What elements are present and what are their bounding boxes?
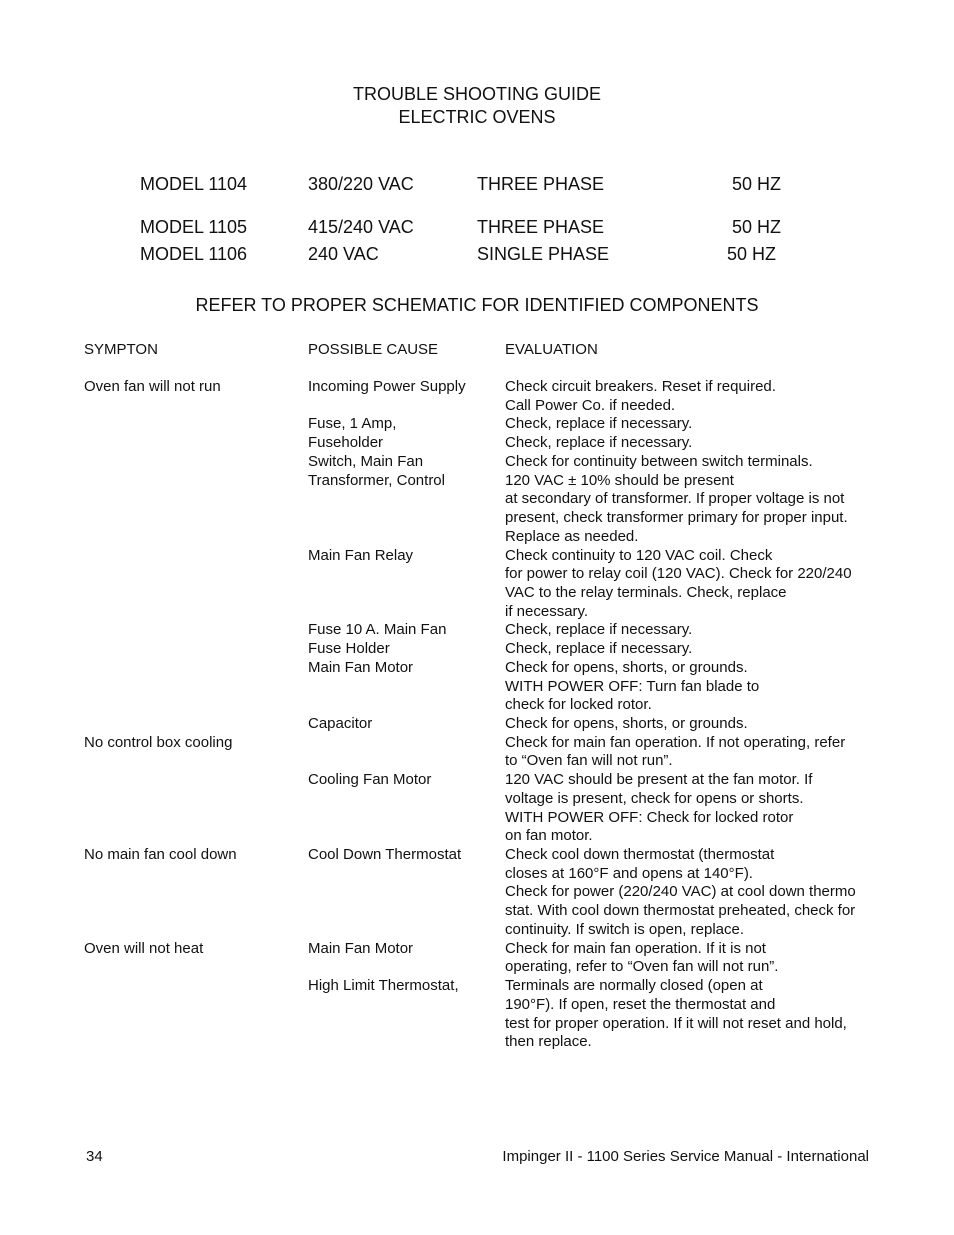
evaluation-cell: operating, refer to “Oven fan will not run”.	[505, 958, 779, 976]
cause-cell: Switch, Main Fan	[308, 452, 424, 470]
cause-cell: Cooling Fan Motor	[308, 771, 432, 789]
model-phase: THREE PHASE	[477, 174, 605, 194]
model-name: MODEL 1105	[140, 217, 248, 237]
evaluation-cell: present, check transformer primary for proper input.	[505, 509, 848, 526]
evaluation-cell: Check continuity to 120 VAC coil. Check	[505, 546, 773, 564]
model-frequency: 50 HZ	[727, 244, 777, 264]
evaluation-cell: Check, replace if necessary.	[505, 415, 693, 433]
cause-cell: High Limit Thermostat,	[308, 977, 459, 994]
model-voltage: 415/240 VAC	[308, 217, 414, 237]
manual-title: Impinger II - 1100 Series Service Manual - International	[502, 1148, 869, 1165]
evaluation-cell: VAC to the relay terminals. Check, replace	[505, 583, 787, 601]
cause-cell: Main Fan Motor	[308, 939, 414, 957]
evaluation-cell: Check, replace if necessary.	[505, 434, 693, 452]
page-title: TROUBLE SHOOTING GUIDE	[352, 84, 602, 104]
evaluation-cell: check for locked rotor.	[505, 696, 652, 714]
evaluation-cell: Check, replace if necessary.	[505, 621, 693, 639]
cause-cell: Fuse Holder	[308, 640, 390, 658]
evaluation-cell: Check for main fan operation. If it is not	[505, 939, 766, 957]
model-voltage: 240 VAC	[308, 244, 379, 264]
cause-cell: Fuseholder	[308, 434, 384, 452]
evaluation-cell: Terminals are normally closed (open at	[505, 977, 763, 994]
model-name: MODEL 1104	[140, 174, 248, 194]
evaluation-cell: closes at 160°F and opens at 140°F).	[505, 864, 753, 882]
evaluation-column-header: EVALUATION	[505, 341, 598, 358]
evaluation-cell: Call Power Co. if needed.	[505, 396, 676, 414]
evaluation-cell: then replace.	[505, 1033, 592, 1051]
model-phase: THREE PHASE	[477, 217, 605, 237]
schematic-note: REFER TO PROPER SCHEMATIC FOR IDENTIFIED COMPONENTS	[195, 295, 759, 315]
evaluation-cell: 120 VAC ± 10% should be present	[505, 471, 734, 489]
evaluation-cell: 120 VAC should be present at the fan motor. If	[505, 771, 813, 789]
cause-cell: Main Fan Motor	[308, 658, 414, 676]
evaluation-cell: continuity. If switch is open, replace.	[505, 920, 745, 938]
symptom-cell: No main fan cool down	[84, 846, 237, 863]
symptom-column-header: SYMPTON	[84, 341, 158, 358]
evaluation-cell: Check for continuity between switch terminals.	[505, 452, 813, 470]
page-number: 34	[86, 1148, 103, 1165]
symptom-cell: Oven fan will not run	[84, 378, 221, 395]
cause-cell: Cool Down Thermostat	[308, 846, 462, 863]
cause-cell: Incoming Power Supply	[308, 378, 466, 395]
model-phase: SINGLE PHASE	[477, 244, 610, 264]
evaluation-cell: Check for opens, shorts, or grounds.	[505, 715, 748, 732]
evaluation-cell: stat. With cool down thermostat preheated, check for	[505, 902, 856, 920]
cause-cell: Transformer, Control	[308, 471, 445, 489]
page-subtitle: ELECTRIC OVENS	[398, 107, 556, 127]
model-frequency: 50 HZ	[732, 174, 782, 194]
evaluation-cell: test for proper operation. If it will not reset and hold,	[505, 1014, 847, 1032]
evaluation-cell: Replace as needed.	[505, 527, 639, 545]
evaluation-cell: voltage is present, check for opens or shorts.	[505, 789, 804, 807]
evaluation-cell: Check for power (220/240 VAC) at cool down thermo	[505, 883, 856, 901]
evaluation-cell: if necessary.	[505, 602, 589, 620]
evaluation-cell: Check, replace if necessary.	[505, 640, 693, 658]
cause-column-header: POSSIBLE CAUSE	[308, 341, 439, 358]
cause-cell: Fuse, 1 Amp,	[308, 415, 397, 433]
model-name: MODEL 1106	[140, 244, 248, 264]
evaluation-cell: Check for opens, shorts, or grounds.	[505, 658, 748, 676]
model-frequency: 50 HZ	[732, 217, 782, 237]
model-voltage: 380/220 VAC	[308, 174, 414, 194]
cause-cell: Fuse 10 A. Main Fan	[308, 621, 447, 639]
evaluation-cell: WITH POWER OFF: Turn fan blade to	[505, 677, 760, 695]
evaluation-cell: Check for main fan operation. If not operating, refer	[505, 733, 846, 751]
evaluation-cell: at secondary of transformer. If proper voltage is not	[505, 490, 845, 508]
evaluation-cell: Check cool down thermostat (thermostat	[505, 846, 775, 863]
symptom-cell: Oven will not heat	[84, 939, 204, 957]
symptom-cell: No control box cooling	[84, 733, 233, 751]
cause-cell: Main Fan Relay	[308, 546, 414, 564]
evaluation-cell: 190°F). If open, reset the thermostat and	[505, 995, 776, 1013]
evaluation-cell: on fan motor.	[505, 827, 593, 845]
evaluation-cell: to “Oven fan will not run”.	[505, 752, 673, 770]
evaluation-cell: for power to relay coil (120 VAC). Check for 220/240	[505, 565, 852, 583]
cause-cell: Capacitor	[308, 715, 373, 732]
evaluation-cell: Check circuit breakers. Reset if required.	[505, 378, 776, 395]
evaluation-cell: WITH POWER OFF: Check for locked rotor	[505, 808, 794, 826]
